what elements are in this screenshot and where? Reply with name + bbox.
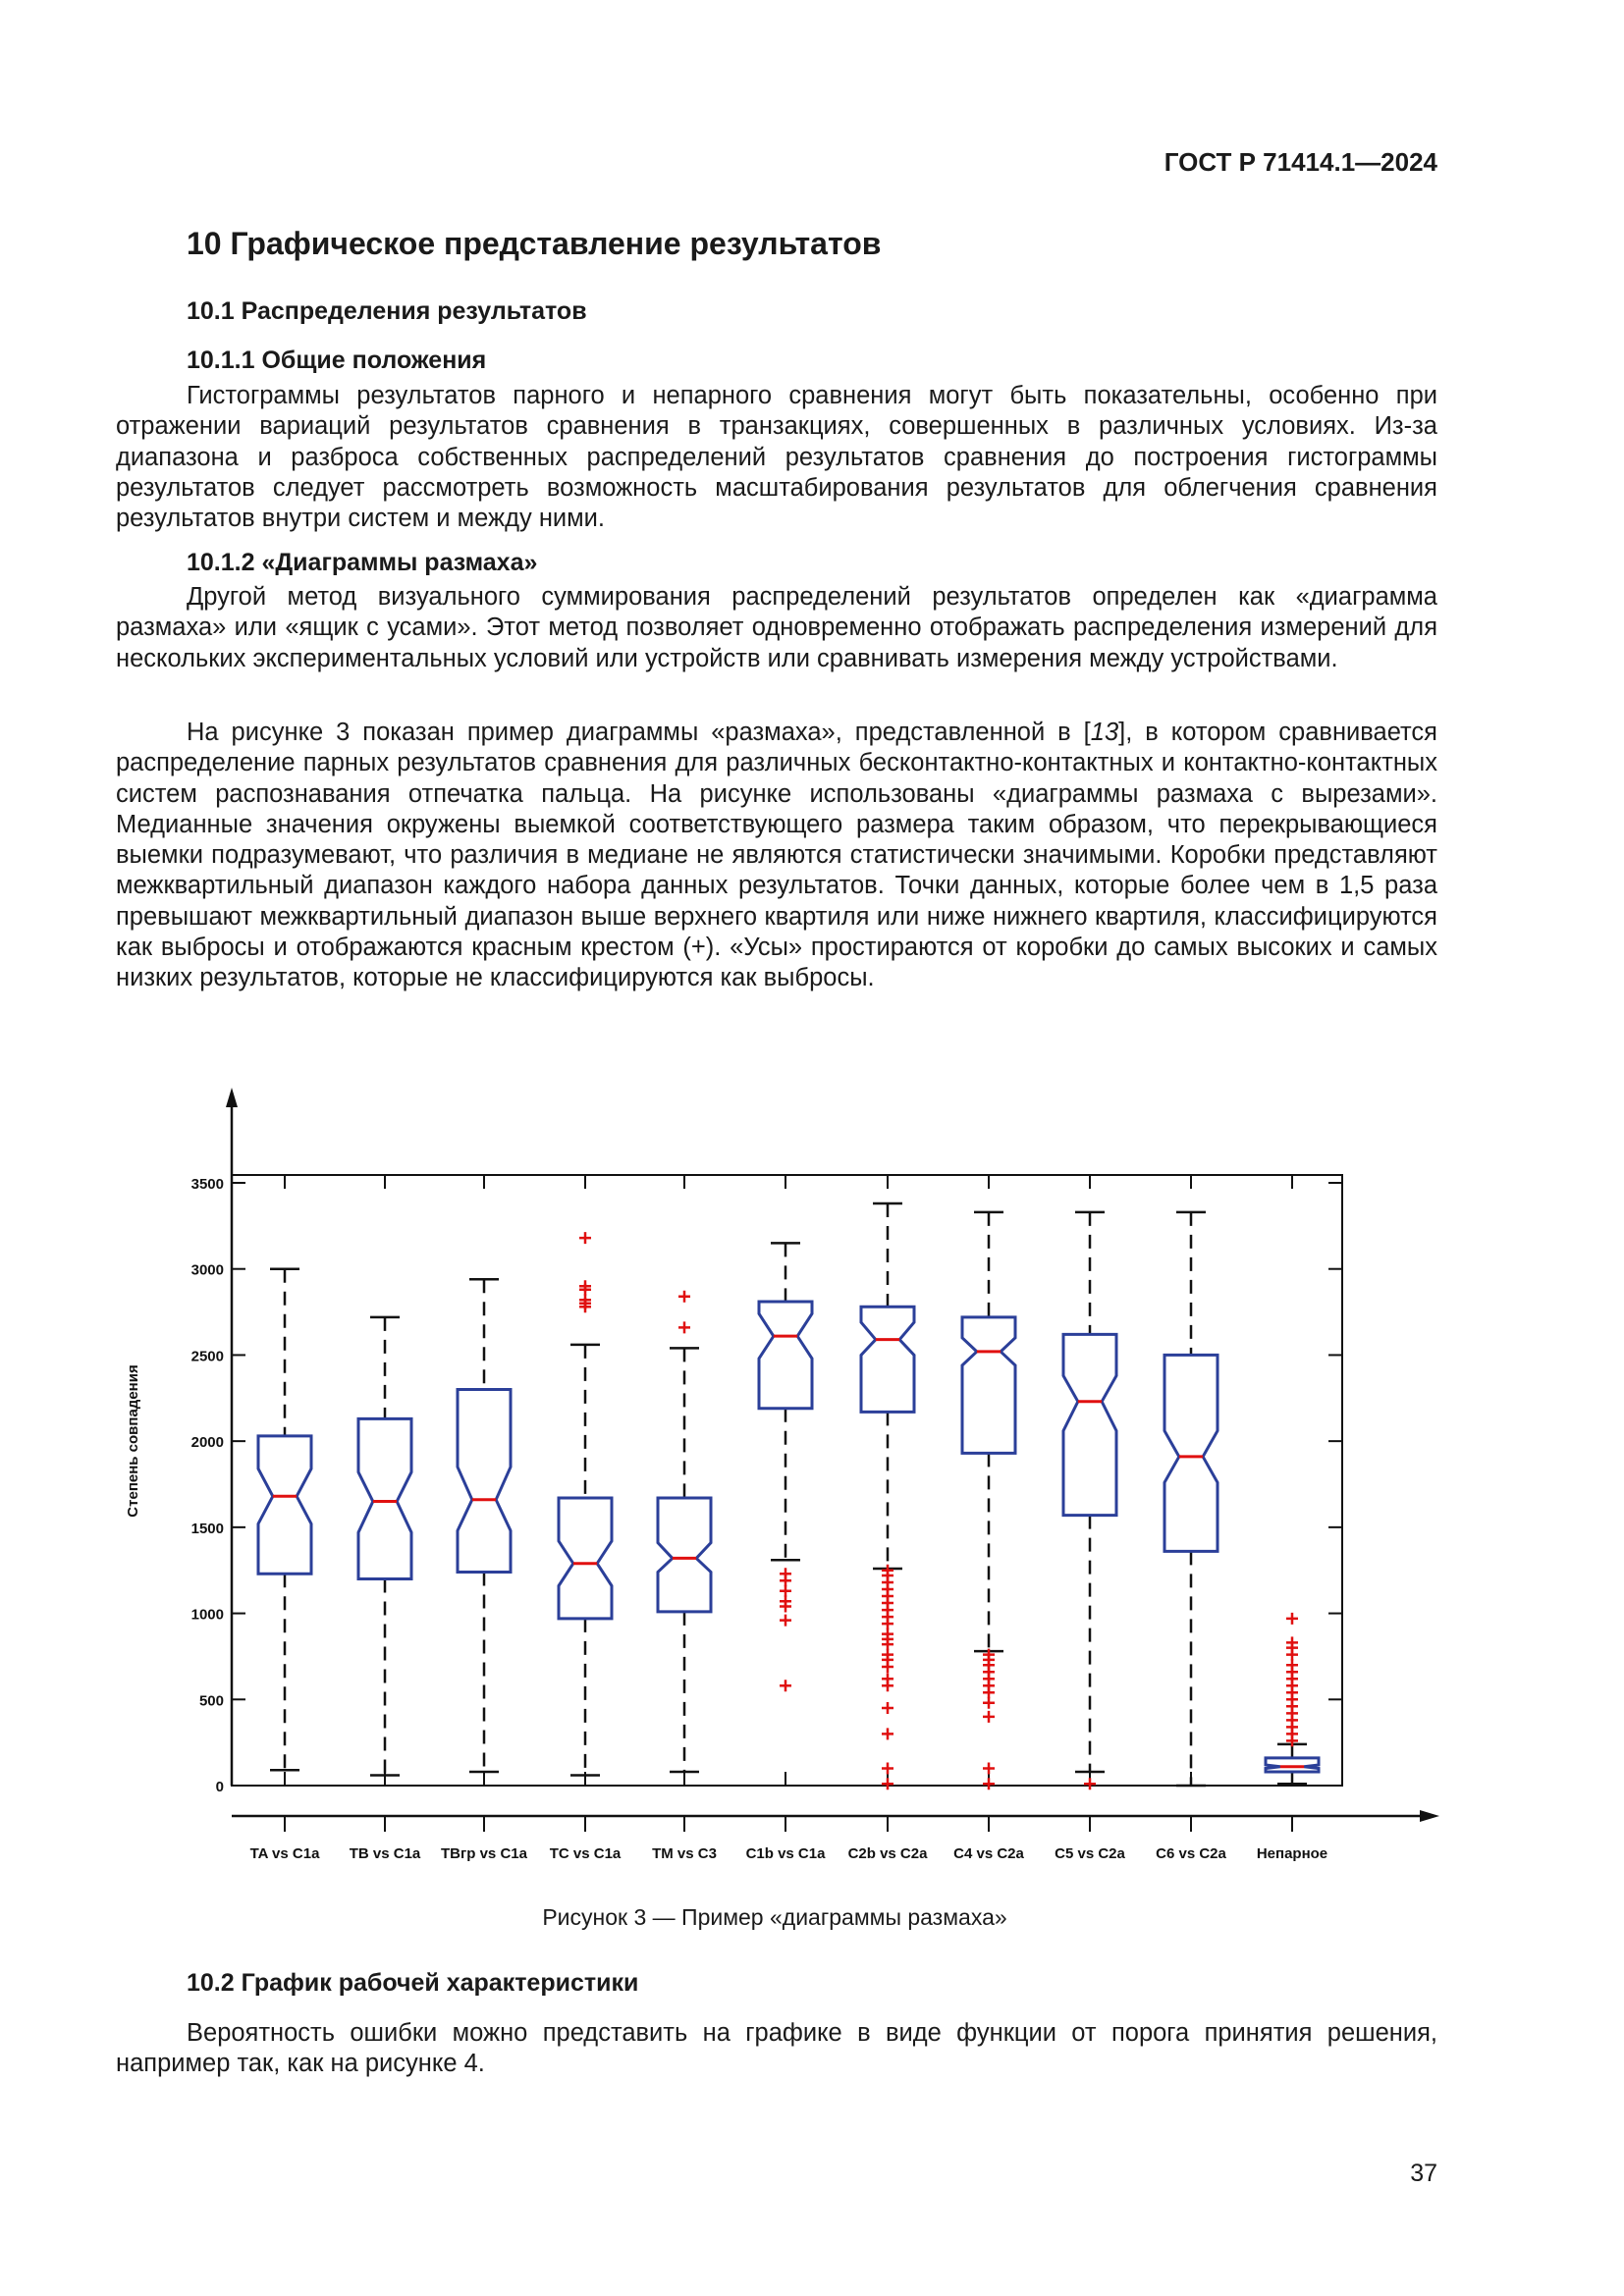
outlier-marker (579, 1232, 591, 1244)
outlier-marker (882, 1778, 893, 1789)
x-tick-label: TBгр vs C1a (441, 1845, 527, 1862)
document-header-code: ГОСТ Р 71414.1—2024 (1164, 147, 1437, 177)
outlier-marker (1084, 1778, 1096, 1789)
outlier-marker (882, 1762, 893, 1774)
notched-box (358, 1418, 411, 1578)
y-tick-label: 500 (198, 1692, 224, 1710)
x-axis-arrow-icon (1420, 1810, 1439, 1822)
x-tick-label: Непарное (1256, 1845, 1328, 1862)
paragraph-part-1: На рисунке 3 показан пример диаграммы «размаха», представленной в [ (187, 719, 1091, 746)
outlier-marker (882, 1728, 893, 1739)
outlier-marker (678, 1291, 690, 1303)
paragraph-histograms: Гистограммы результатов парного и непарного сравнения могут быть показательны, особенно при отражении вариаций результатов сравнения в транзакциях, совершенных в различных условиях. Из-за диапазона и разброса собственных распределений результатов сравнения до построения гистограммы результатов следует рассмотреть возможность масштабирования результатов для облегчения сравнения результатов внутри систем и между ними. (116, 382, 1437, 533)
page-number: 37 (1410, 2160, 1437, 2187)
x-tick-label: TB vs C1a (349, 1845, 421, 1862)
outlier-marker (780, 1585, 791, 1597)
outlier-marker (780, 1568, 791, 1579)
y-tick-label: 2500 (190, 1348, 224, 1365)
outlier-marker (1286, 1613, 1298, 1625)
notched-box (1266, 1758, 1319, 1772)
outlier-marker (983, 1762, 995, 1774)
x-tick-label: TM vs C3 (652, 1845, 717, 1862)
outlier-marker (983, 1697, 995, 1709)
section-title: 10 Графическое представление результатов (187, 226, 882, 261)
notched-box (1164, 1355, 1218, 1551)
paragraph-part-2: ], в котором сравнивается распределение парных результатов сравнения для различных бесконтактно-контактных и контактно-контактных систем распознавания отпечатка пальца. На рисунке использованы «диаграммы размаха с вырезами». Медианные значения окружены выемкой соответствующего размера таким образом, что перекрывающиеся выемки подразумевают, что различия в медиане не являются статистически значимыми. Коробки представляют межквартильный диапазон каждого набора данных результатов. Точки данных, которые более чем в 1,5 раза превышают межквартильный диапазон выше верхнего квартиля или ниже нижнего квартиля, классифицируются как выбросы и отображаются красным крестом (+). «Усы» простираются от коробки до самых высоких и самых низких результатов, которые не классифицируются как выбросы. (116, 719, 1437, 992)
notched-box (861, 1307, 914, 1412)
subsection-title-10-1-2: 10.1.2 «Диаграммы размаха» (187, 549, 538, 576)
outlier-marker (678, 1321, 690, 1333)
x-tick-label: C1b vs C1a (745, 1845, 826, 1862)
x-tick-label: C2b vs C2a (847, 1845, 928, 1862)
x-tick-label: C5 vs C2a (1055, 1845, 1125, 1862)
notched-box (759, 1302, 812, 1409)
y-tick-label: 2000 (190, 1434, 224, 1452)
y-axis-arrow-icon (226, 1088, 238, 1107)
subsection-title-10-1-1: 10.1.1 Общие положения (187, 347, 487, 374)
notched-box (458, 1390, 511, 1573)
x-tick-label: TA vs C1a (249, 1845, 320, 1862)
subsection-title-10-1: 10.1 Распределения результатов (187, 297, 587, 325)
subsection-title-10-2: 10.2 График рабочей характеристики (187, 1969, 639, 1997)
outlier-marker (983, 1711, 995, 1723)
notched-box (258, 1436, 311, 1574)
y-axis-label: Степень совпадения (125, 1364, 141, 1518)
x-tick-label: C4 vs C2a (953, 1845, 1024, 1862)
notched-box (559, 1498, 612, 1619)
outlier-marker (882, 1702, 893, 1714)
paragraph-error-probability: Вероятность ошибки можно представить на графике в виде функции от порога принятия решения, например так, как на рисунке 4. (116, 2019, 1437, 2078)
y-tick-label: 1000 (190, 1606, 224, 1624)
x-tick-label: TC vs C1a (549, 1845, 622, 1862)
y-tick-label: 3000 (190, 1261, 224, 1279)
outlier-marker (983, 1778, 995, 1789)
x-tick-label: C6 vs C2a (1156, 1845, 1226, 1862)
y-tick-label: 1500 (190, 1520, 224, 1537)
y-tick-label: 0 (215, 1779, 224, 1795)
paragraph-box-plots: Другой метод визуального суммирования распределений результатов определен как «диаграмма размаха» или «ящик с усами». Этот метод позволяет одновременно отображать распределения измерений для нескольких экспериментальных условий или устройств или сравнивать измерения между устройствами. (116, 583, 1437, 672)
outlier-marker (882, 1673, 893, 1684)
reference-number: 13 (1090, 719, 1119, 746)
notched-box (962, 1317, 1015, 1454)
notched-box (658, 1498, 711, 1612)
outlier-marker (780, 1680, 791, 1691)
y-tick-label: 3500 (190, 1176, 224, 1193)
outlier-marker (1286, 1659, 1298, 1671)
figure-caption: Рисунок 3 — Пример «диаграммы размаха» (542, 1904, 1007, 1930)
notched-box (1063, 1334, 1116, 1515)
outlier-marker (780, 1615, 791, 1627)
